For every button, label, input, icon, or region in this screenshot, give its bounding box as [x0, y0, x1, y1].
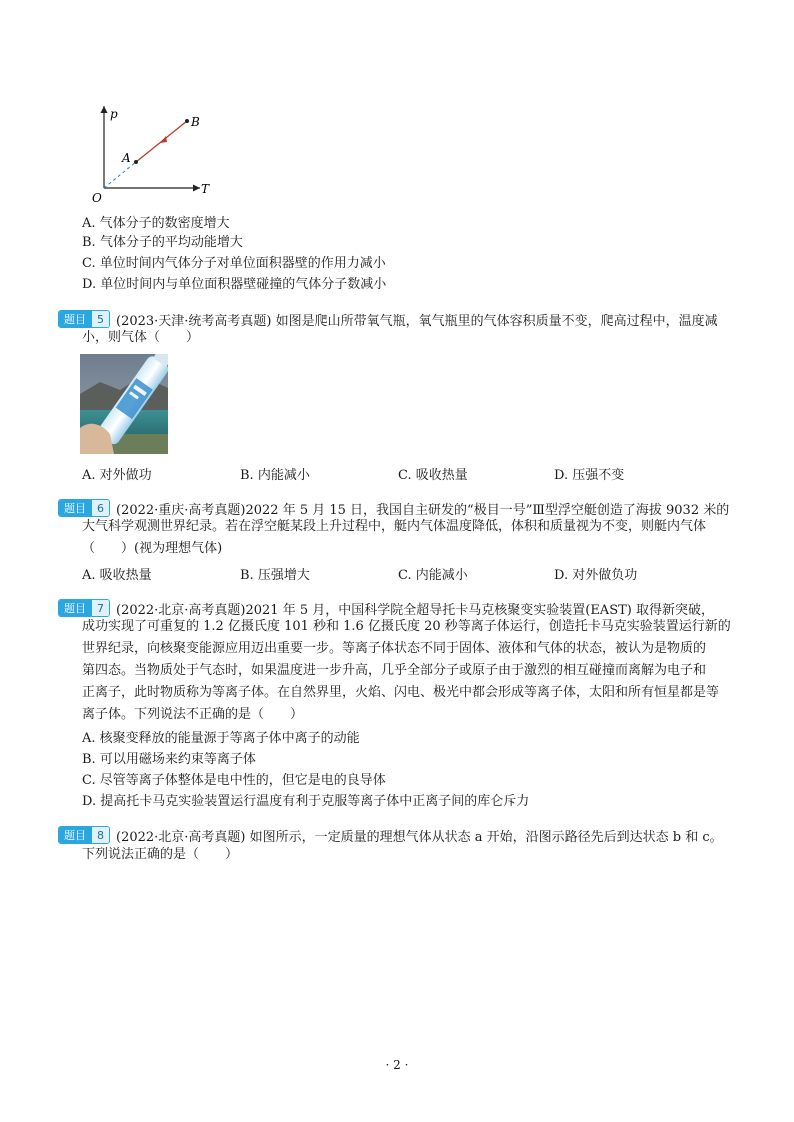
q7-option-d: D. 提高托卡马克实验装置运行温度有利于克服等离子体中正离子间的库仑斥力	[82, 794, 530, 809]
point-b-label: B	[191, 115, 200, 129]
question-6-line-2: 大气科学观测世界纪录。若在浮空艇某段上升过程中，艇内气体温度降低，体积和质量视为不变，则艇内气体	[82, 519, 707, 534]
q6-option-a: A. 吸收热量	[82, 568, 152, 583]
dashed-extension	[104, 162, 136, 188]
p-axis-label: p	[110, 107, 118, 121]
question-badge	[58, 599, 110, 617]
q4-option-b: B. 气体分子的平均动能增大	[82, 235, 243, 250]
oxygen-bottle-photo	[80, 354, 168, 454]
question-6-line-1: (2022·重庆·高考真题)2022 年 5 月 15 日，我国自主研发的“极目一号”Ⅲ型浮空艇创造了海拔 9032 米的	[116, 502, 730, 518]
question-badge-label: 题目	[59, 500, 91, 516]
question-badge-number: 7	[91, 600, 109, 616]
point-a	[134, 160, 138, 164]
question-badge	[58, 310, 110, 328]
question-badge-label: 题目	[59, 600, 91, 616]
point-b	[185, 119, 189, 123]
question-badge-number: 6	[91, 500, 109, 516]
q7-option-c: C. 尽管等离子体整体是电中性的，但它是电的良导体	[82, 773, 386, 788]
q7-option-a: A. 核聚变释放的能量源于等离子体中离子的动能	[82, 731, 360, 746]
q6-option-c: C. 内能减小	[398, 568, 468, 583]
question-badge	[58, 826, 110, 844]
question-badge	[58, 499, 110, 517]
question-7-line-6: 离子体。下列说法不正确的是（ ）	[82, 707, 304, 722]
question-6-header	[58, 499, 729, 517]
q4-option-a: A. 气体分子的数密度增大	[82, 216, 230, 231]
question-badge-number: 5	[91, 311, 109, 327]
page-number: · 2 ·	[385, 1058, 409, 1072]
question-badge-label: 题目	[59, 311, 91, 327]
t-axis-label: T	[201, 182, 210, 196]
question-badge-label: 题目	[59, 827, 91, 843]
question-8-line-1: (2022·北京·高考真题) 如图所示，一定质量的理想气体从状态 a 开始，沿图示路径先后到达状态 b 和 c。	[116, 829, 723, 845]
q4-option-d: D. 单位时间内与单位面积器壁碰撞的气体分子数减小	[82, 277, 387, 292]
question-7-line-1: (2022·北京·高考真题)2021 年 5 月，中国科学院全超导托卡马克核聚变实验装置(EAST) 取得新突破，	[116, 602, 714, 618]
p-t-graph	[88, 100, 228, 206]
q4-option-c: C. 单位时间内气体分子对单位面积器壁的作用力减小	[82, 256, 386, 271]
q6-option-b: B. 压强增大	[240, 568, 310, 583]
question-8-line-2: 下列说法正确的是（ ）	[82, 847, 239, 862]
question-7-line-3: 世界纪录，向核聚变能源应用迈出重要一步。等离子体状态不同于固体、液体和气体的状态，被认为是物质的	[82, 641, 707, 656]
q5-option-b: B. 内能减小	[240, 468, 310, 483]
question-8-header	[58, 826, 723, 844]
question-5-header	[58, 310, 718, 328]
q5-option-a: A. 对外做功	[82, 468, 152, 483]
process-arrow	[160, 136, 167, 143]
point-a-label: A	[122, 151, 131, 165]
q6-option-d: D. 对外做负功	[554, 568, 638, 583]
question-badge-number: 8	[91, 827, 109, 843]
q5-option-d: D. 压强不变	[554, 468, 625, 483]
q5-option-c: C. 吸收热量	[398, 468, 468, 483]
question-7-header	[58, 599, 714, 617]
question-7-line-2: 成功实现了可重复的 1.2 亿摄氏度 101 秒和 1.6 亿摄氏度 20 秒等离子体运行，创造托卡马克实验装置运行新的	[82, 619, 731, 634]
origin-label: O	[92, 191, 102, 205]
question-5-line-1: (2023·天津·统考高考真题) 如图是爬山所带氧气瓶，氧气瓶里的气体容积质量不变，爬高过程中，温度减	[116, 313, 718, 329]
q7-option-b: B. 可以用磁场来约束等离子体	[82, 752, 256, 767]
question-7-line-5: 正离子，此时物质称为等离子体。在自然界里，火焰、闪电、极光中都会形成等离子体，太阳和所有恒星都是等	[82, 685, 720, 700]
question-6-line-3: （ ）(视为理想气体)	[82, 541, 223, 556]
question-5-line-2: 小，则气体（ ）	[82, 330, 200, 345]
question-7-line-4: 第四态。当物质处于气态时，如果温度进一步升高，几乎全部分子或原子由于激烈的相互碰撞而离解为电子和	[82, 663, 707, 678]
